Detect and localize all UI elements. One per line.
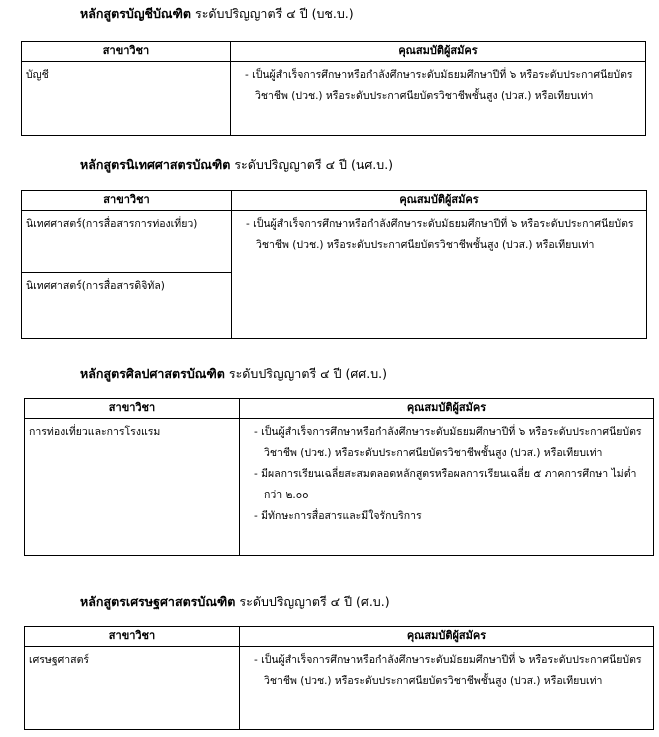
program-title-liberal-arts [80, 366, 387, 382]
program-title-accounting [80, 6, 354, 22]
major-name: เศรษฐศาสตร์ [29, 654, 90, 666]
program-table-liberal-arts [24, 398, 654, 556]
requirement-item: - เป็นผู้สำเร็จการศึกษาหรือกำลังศึกษาระดับมัธยมศึกษาปีที่ ๖ หรือระดับประกาศนียบัตรวิชาชีพ (ปวช.) หรือระดับประกาศนียบัตรวิชาชีพชั้นสูง (ปวส.) หรือเทียบเท่า [254, 426, 642, 459]
requirement-item: - มีผลการเรียนเฉลี่ยสะสมตลอดหลักสูตรหรือผลการเรียนเฉลี่ย ๕ ภาคการศึกษา ไม่ต่ำกว่า ๒.๐๐ [254, 468, 637, 501]
qualification-cell [231, 62, 646, 136]
major-cell [25, 419, 240, 556]
header-major: สาขาวิชา [25, 399, 240, 419]
major-name: การท่องเที่ยวและการโรงแรม [29, 426, 161, 438]
qualification-cell [240, 647, 654, 730]
qualification-cell [232, 211, 647, 339]
qualification-cell [240, 419, 654, 556]
program-title-communication [80, 157, 393, 173]
program-title-level: ระดับปริญญาตรี ๔ ปี (ศศ.บ.) [224, 366, 387, 381]
requirement-item: - เป็นผู้สำเร็จการศึกษาหรือกำลังศึกษาระดับมัธยมศึกษาปีที่ ๖ หรือระดับประกาศนียบัตรวิชาชีพ (ปวช.) หรือระดับประกาศนียบัตรวิชาชีพชั้นสูง (ปวส.) หรือเทียบเท่า [254, 654, 642, 687]
header-qualification: คุณสมบัติผู้สมัคร [240, 627, 654, 647]
program-title-level: ระดับปริญญาตรี ๔ ปี (บช.บ.) [191, 6, 354, 21]
header-major: สาขาวิชา [22, 191, 232, 211]
program-title-bold: หลักสูตรเศรษฐศาสตรบัณฑิต [80, 594, 236, 609]
requirement-item: - เป็นผู้สำเร็จการศึกษาหรือกำลังศึกษาระดับมัธยมศึกษาปีที่ ๖ หรือระดับประกาศนียบัตรวิชาชีพ (ปวช.) หรือระดับประกาศนียบัตรวิชาชีพชั้นสูง (ปวส.) หรือเทียบเท่า [245, 69, 633, 102]
header-qualification: คุณสมบัติผู้สมัคร [232, 191, 647, 211]
major-cell [22, 62, 231, 136]
major-cell [22, 273, 232, 339]
major-name: นิเทศศาสตร์(การสื่อสารดิจิทัล) [26, 280, 165, 292]
program-table-accounting [21, 41, 646, 136]
requirement-item: - เป็นผู้สำเร็จการศึกษาหรือกำลังศึกษาระดับมัธยมศึกษาปีที่ ๖ หรือระดับประกาศนียบัตรวิชาชีพ (ปวช.) หรือระดับประกาศนียบัตรวิชาชีพชั้นสูง (ปวส.) หรือเทียบเท่า [246, 218, 634, 251]
requirement-item: - มีทักษะการสื่อสารและมีใจรักบริการ [254, 510, 422, 522]
major-name: บัญชี [26, 69, 49, 81]
header-major: สาขาวิชา [22, 42, 231, 62]
program-title-bold: หลักสูตรศิลปศาสตรบัณฑิต [80, 366, 225, 381]
major-cell [25, 647, 240, 730]
program-title-bold: หลักสูตรบัญชีบัณฑิต [80, 6, 192, 21]
major-cell [22, 211, 232, 273]
major-name: นิเทศศาสตร์(การสื่อสารการท่องเที่ยว) [26, 218, 198, 230]
program-title-level: ระดับปริญญาตรี ๔ ปี (นศ.บ.) [230, 157, 394, 172]
header-major: สาขาวิชา [25, 627, 240, 647]
program-title-economics [80, 594, 390, 610]
program-table-economics [24, 626, 654, 730]
program-title-level: ระดับปริญญาตรี ๔ ปี (ศ.บ.) [235, 594, 390, 609]
header-qualification: คุณสมบัติผู้สมัคร [240, 399, 654, 419]
header-qualification: คุณสมบัติผู้สมัคร [231, 42, 646, 62]
program-title-bold: หลักสูตรนิเทศศาสตรบัณฑิต [80, 157, 231, 172]
program-table-communication [21, 190, 647, 339]
